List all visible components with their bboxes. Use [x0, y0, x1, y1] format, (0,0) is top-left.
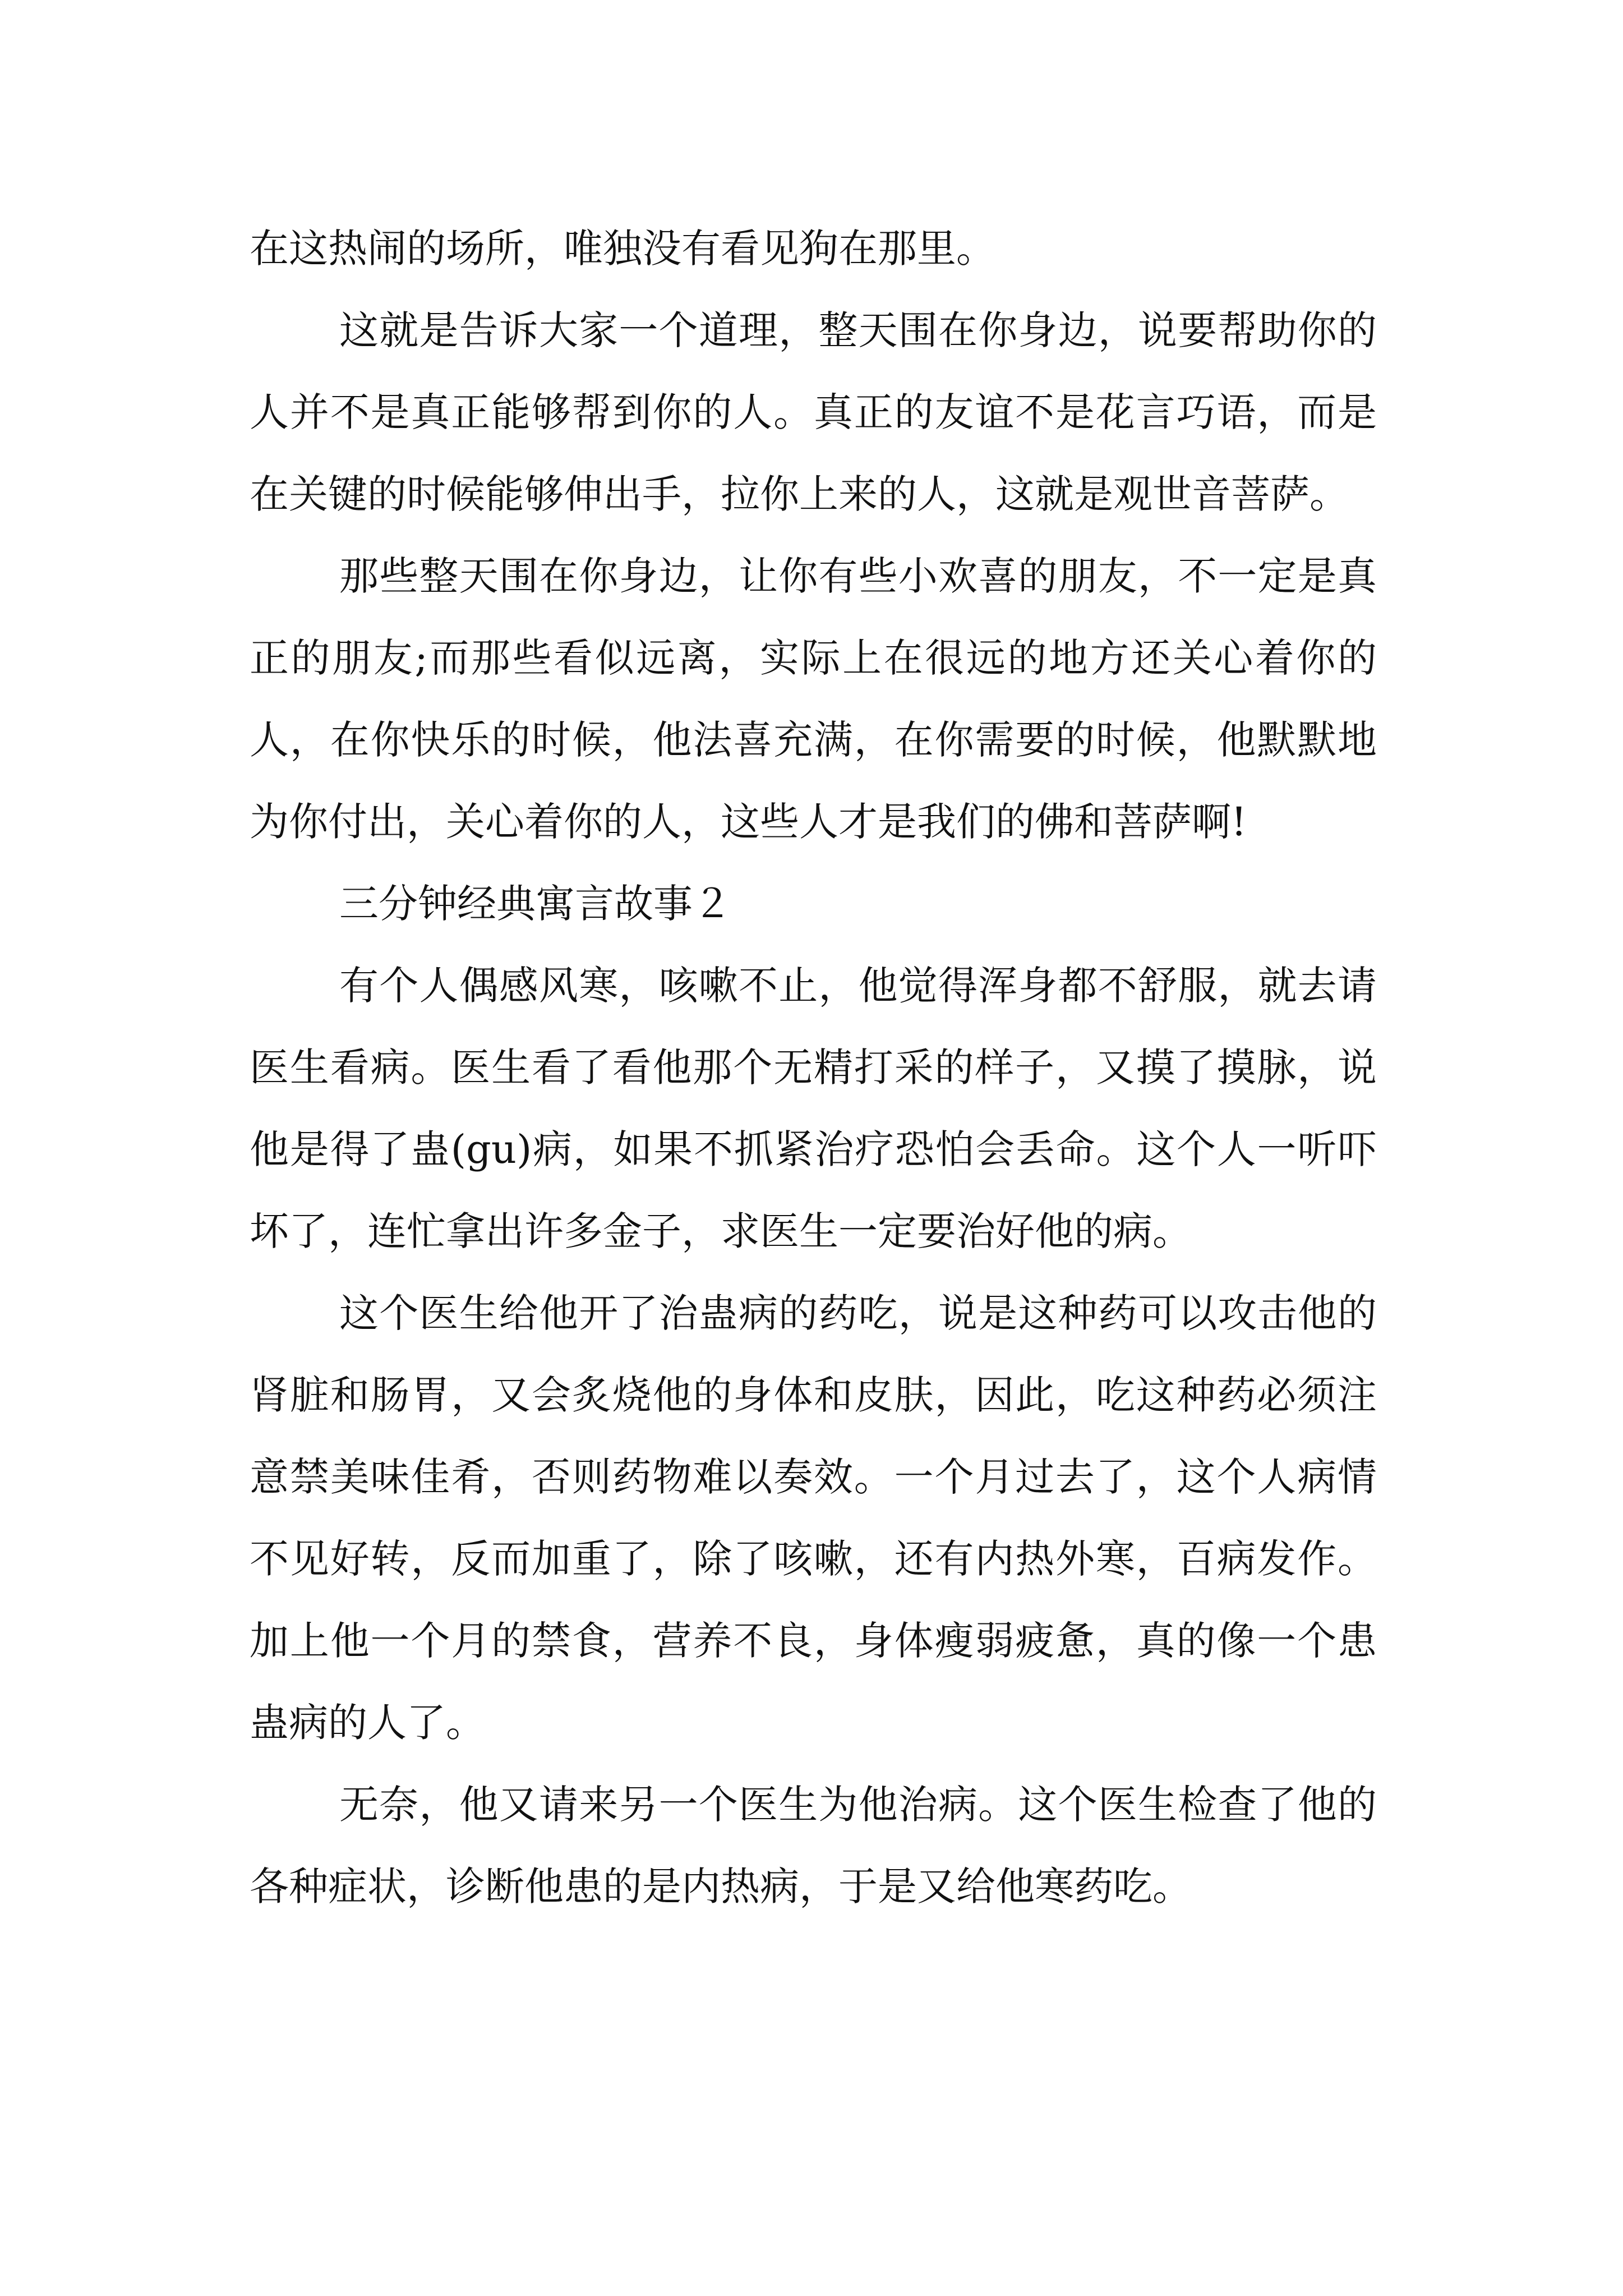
paragraph-story-intro: 有个人偶感风寒，咳嗽不止，他觉得浑身都不舒服，就去请医生看病。医生看了看他那个无精打采的样子，又摸了摸脉，说他是得了蛊(gu)病，如果不抓紧治疗恐怕会丢命。这个人一听吓坏了，连忙拿出许多金子，求医生一定要治好他的病。 — [250, 963, 1377, 1254]
paragraph-continuation: 在这热闹的场所，唯独没有看见狗在那里。 — [250, 226, 995, 272]
story-heading: 三分钟经典寓言故事２ — [339, 881, 732, 927]
paragraph-moral: 这就是告诉大家一个道理，整天围在你身边，说要帮助你的人并不是真正能够帮到你的人。真正的友谊不是花言巧语，而是在关键的时候能够伸出手，拉你上来的人，这就是观世音菩萨。 — [250, 307, 1377, 517]
paragraph-story-second-doctor: 无奈，他又请来另一个医生为他治病。这个医生检查了他的各种症状，诊断他患的是内热病，于是又给他寒药吃。 — [250, 1782, 1377, 1910]
paragraph-story-treatment: 这个医生给他开了治蛊病的药吃，说是这种药可以攻击他的肾脏和肠胃，又会炙烧他的身体和皮肤，因此，吃这种药必须注意禁美味佳肴，否则药物难以奏效。一个月过去了，这个人病情不见好转，反而加重了，除了咳嗽，还有内热外寒，百病发作。加上他一个月的禁食，营养不良，身体瘦弱疲惫，真的像一个患蛊病的人了。 — [250, 1290, 1377, 1746]
paragraph-true-friends: 那些整天围在你身边，让你有些小欢喜的朋友，不一定是真正的朋友;而那些看似远离，实际上在很远的地方还关心着你的人，在你快乐的时候，他法喜充满，在你需要的时候，他默默地为你付出，关心着你的人，这些人才是我们的佛和菩萨啊! — [250, 553, 1377, 845]
document-body — [250, 208, 1377, 1927]
